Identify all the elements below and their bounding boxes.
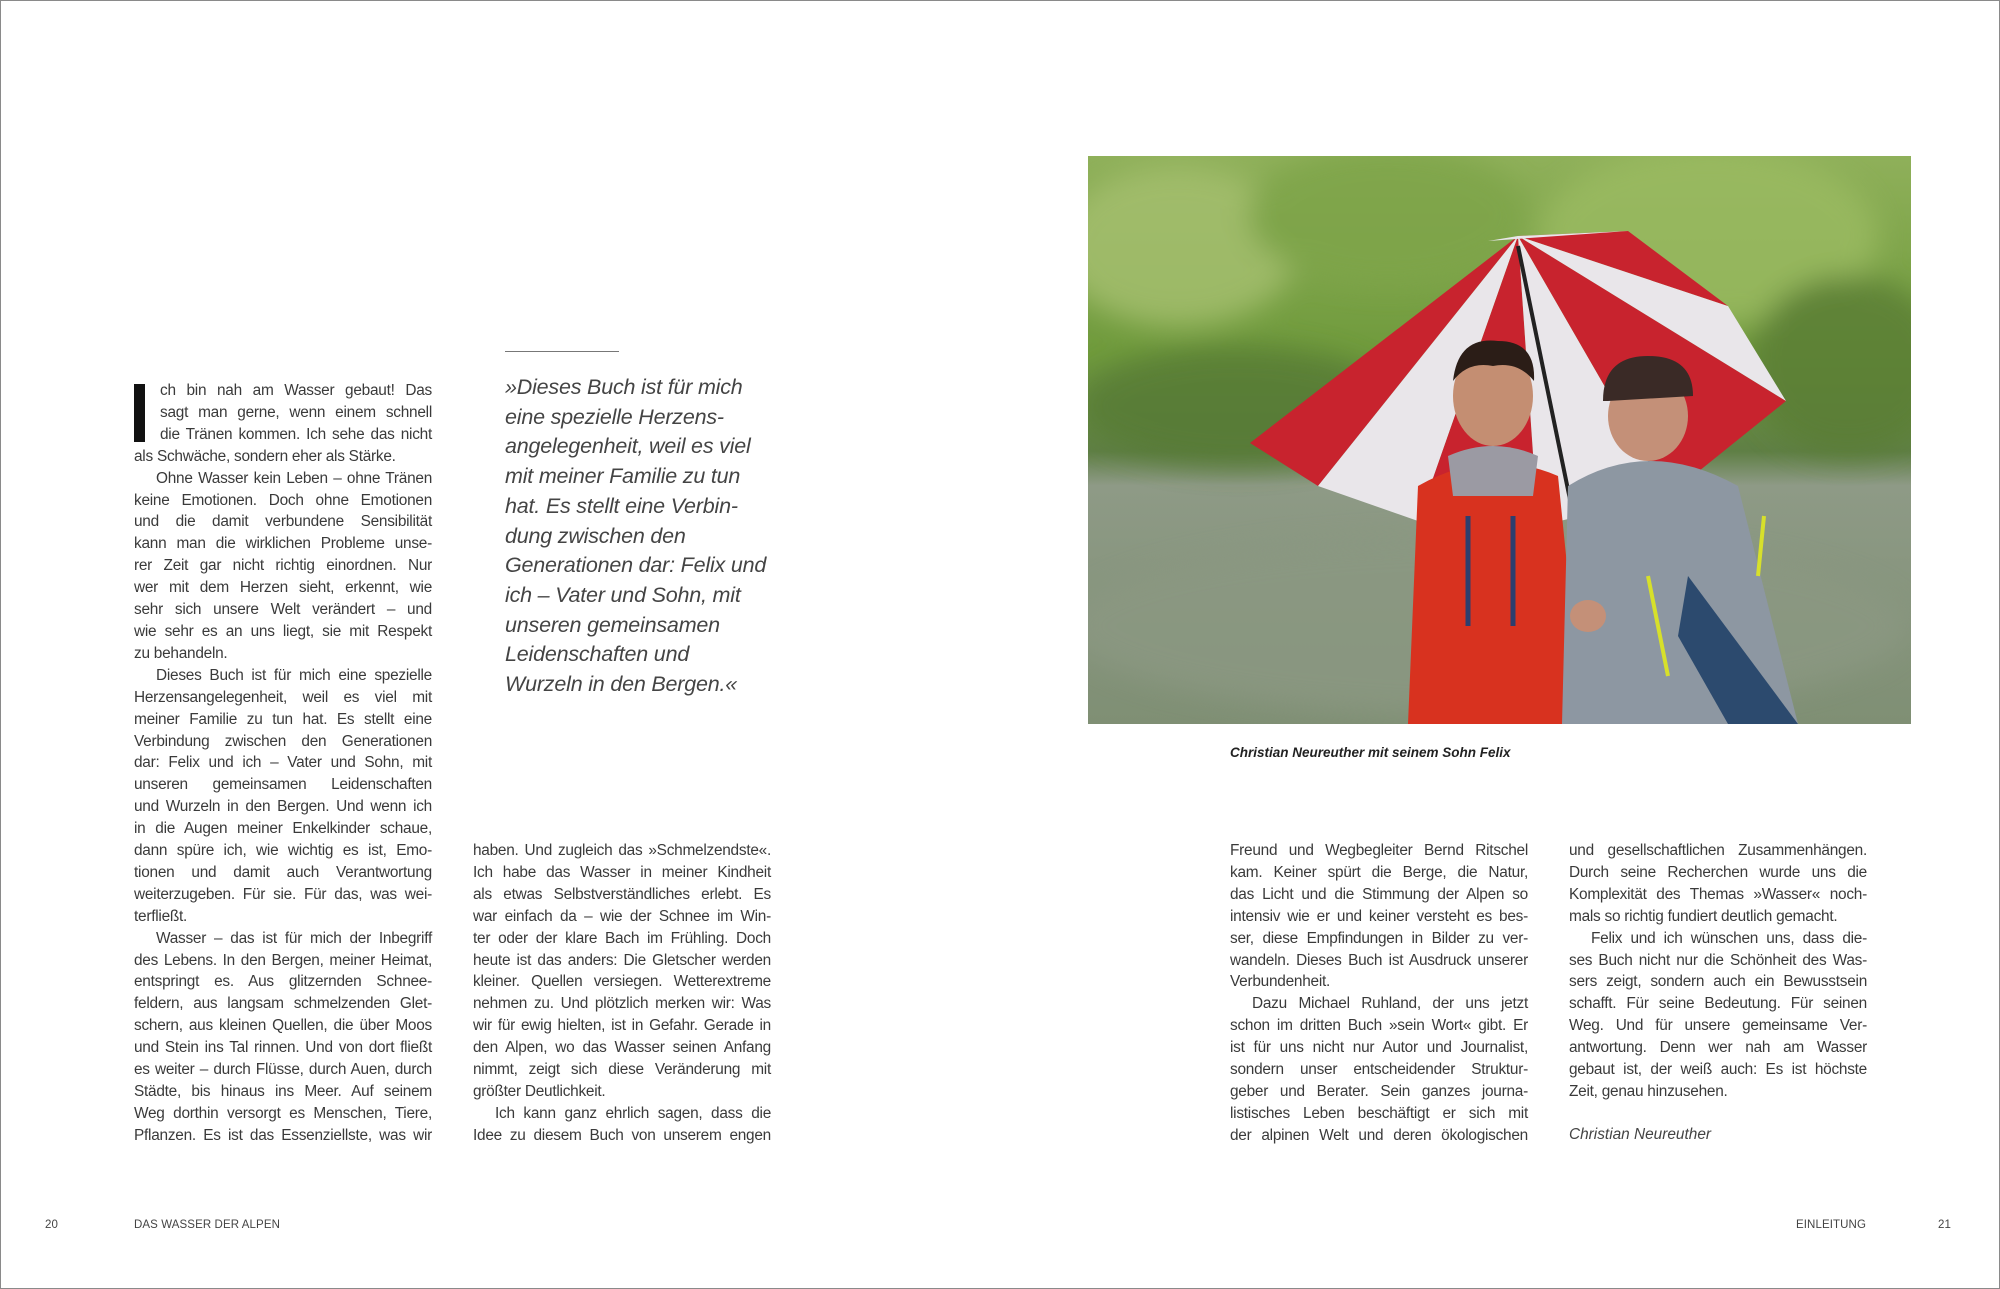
text-line: Dazu Michael Ruhland, der uns jetzt <box>1252 995 1528 1013</box>
text-line: sondern unser entscheidender Struktur- <box>1230 1061 1528 1079</box>
text-line: ser, diese Empfindungen in Bilder zu ver- <box>1230 929 1528 947</box>
text-line: sers zeigt, sondern auch ein Bewusstsein <box>1569 973 1867 991</box>
pull-quote-line: eine spezielle Herzens- <box>505 404 724 429</box>
pull-quote-line: Leidenschaften und <box>505 642 690 667</box>
photo-father-son-umbrella <box>1088 156 1911 724</box>
text-line: nimmt, zeigt sich diese Veränderung mit <box>473 1061 771 1079</box>
pull-quote-line: Generationen dar: Felix und <box>505 553 767 578</box>
author-signature: Christian Neureuther <box>1569 1126 1712 1143</box>
pull-quote-line: Wurzeln in den Bergen.« <box>505 672 738 697</box>
text-line: rer Zeit gar nicht richtig einordnen. Nur <box>134 557 432 575</box>
text-line: der alpinen Welt und deren ökologischen <box>1230 1126 1528 1144</box>
text-line: haben. Und zugleich das »Schmelzendste«. <box>473 842 771 859</box>
drop-cap <box>134 384 145 442</box>
text-line: war einfach da – wie der Schnee im Win- <box>473 907 771 925</box>
text-line: des Lebens. In den Bergen, meiner Heimat, <box>134 951 432 969</box>
text-line: gebaut ist, der weiß auch: Es ist höchste <box>1569 1061 1867 1079</box>
text-line: Wasser – das ist für mich der Inbegriff <box>156 929 432 947</box>
text-line: dar: Felix und ich – Vater und Sohn, mit <box>134 754 432 772</box>
text-line: geber und Berater. Sein ganzes journa- <box>1230 1082 1528 1100</box>
text-line: wer mit dem Herzen sieht, erkennt, wie <box>134 579 432 597</box>
text-line: Zeit, genau hinzusehen. <box>1569 1082 1728 1100</box>
running-head-left: DAS WASSER DER ALPEN <box>134 1219 281 1231</box>
running-head-right: EINLEITUNG <box>1795 1219 1866 1231</box>
text-line: listisches Leben beschäftigt er sich mit <box>1230 1104 1528 1122</box>
text-line: größter Deutlichkeit. <box>473 1082 606 1100</box>
text-line: Komplexität des Themas »Wasser« noch- <box>1569 885 1867 903</box>
text-line: Ohne Wasser kein Leben – ohne Tränen <box>156 469 432 487</box>
pull-quote-line: dung zwischen den <box>505 523 686 548</box>
text-line: wandeln. Dieses Buch ist Ausdruck unserer <box>1230 951 1528 969</box>
text-line: Städte, bis hinaus ins Meer. Auf seinem <box>134 1083 432 1100</box>
text-line: unseren gemeinsamen Leidenschaften <box>134 776 432 794</box>
text-line: und gesellschaftlichen Zusammenhängen. <box>1569 842 1867 859</box>
pull-quote-line: ich – Vater und Sohn, mit <box>505 582 741 607</box>
text-line: ch bin nah am Wasser gebaut! Das <box>160 382 432 399</box>
text-line: als etwas Selbstverständliches erlebt. Es <box>473 885 771 903</box>
page-number-right: 21 <box>1938 1219 1951 1231</box>
text-line: ist für uns nicht nur Autor und Journalist, <box>1230 1039 1528 1057</box>
pull-quote-line: »Dieses Buch ist für mich <box>505 375 743 399</box>
text-line: Verbindung zwischen den Generationen <box>134 732 432 750</box>
text-line: Freund und Wegbegleiter Bernd Ritschel <box>1230 842 1528 859</box>
text-line: ter oder der klare Bach im Frühling. Doch <box>473 929 771 947</box>
pull-quote-line: unseren gemeinsamen <box>505 612 720 637</box>
text-column-4 <box>1569 840 1867 1103</box>
pull-quote-line: hat. Es stellt eine Verbin- <box>505 493 738 518</box>
text-line: es weiter – durch Flüsse, durch Auen, durch <box>134 1061 432 1079</box>
text-line: schon im dritten Buch »sein Wort« gibt. Er <box>1230 1017 1528 1035</box>
text-line: kleiner. Quellen versiegen. Wetterextreme <box>473 973 771 991</box>
text-line: wir für ewig hielten, ist in Gefahr. Gerade in <box>473 1017 771 1035</box>
text-column-3 <box>1230 840 1528 1147</box>
text-line: Ich kann ganz ehrlich sagen, dass die <box>495 1104 771 1122</box>
text-line: entspringt es. Aus glitzernden Schnee- <box>134 973 432 991</box>
text-line: kann man die wirklichen Probleme unse- <box>134 535 432 553</box>
pull-quote-rule <box>505 351 619 352</box>
text-line: und die damit verbundene Sensibilität <box>134 513 432 531</box>
text-line: heute ist das anders: Die Gletscher werden <box>473 951 771 969</box>
text-line: keine Emotionen. Doch ohne Emotionen <box>134 491 432 509</box>
text-line: kam. Keiner spürt die Berge, die Natur, <box>1230 863 1528 881</box>
text-line: das Licht und die Stimmung der Alpen so <box>1230 885 1528 903</box>
text-line: ses Buch nicht nur die Schönheit des Was- <box>1569 951 1867 969</box>
text-line: dann spüre ich, wie wichtig es ist, Emo- <box>134 842 432 860</box>
text-line: den Alpen, wo das Wasser seinen Anfang <box>473 1039 771 1057</box>
text-line: antwortung. Denn wer nah am Wasser <box>1569 1039 1867 1057</box>
text-line: weiterzugeben. Für sie. Für das, was wei- <box>134 885 432 903</box>
text-line: mals so richtig fundiert deutlich gemacht. <box>1569 907 1838 925</box>
text-line: und Stein ins Tal rinnen. Und von dort fließt <box>134 1039 432 1057</box>
pull-quote-line: mit meiner Familie zu tun <box>505 464 741 489</box>
text-line: und Wurzeln in den Bergen. Und wenn ich <box>134 798 432 816</box>
text-line: die Tränen kommen. Ich sehe das nicht <box>160 425 432 443</box>
text-line: in die Augen meiner Enkelkinder schaue, <box>134 820 432 838</box>
text-line: Durch seine Recherchen wurde uns die <box>1569 863 1867 881</box>
text-line: intensiv wie er und keiner versteht es bes- <box>1230 907 1528 925</box>
text-column-1 <box>134 380 432 1147</box>
text-line: schafft. Für seine Bedeutung. Für seinen <box>1569 995 1867 1013</box>
text-line: tionen und damit auch Verantwortung <box>134 863 432 881</box>
text-line: Herzensangelegenheit, weil es viel mit <box>134 688 432 706</box>
text-line: sehr sich unsere Welt verändert – und <box>134 601 432 619</box>
text-line: Felix und ich wünschen uns, dass die- <box>1591 929 1867 947</box>
text-line: Dieses Buch ist für mich eine spezielle <box>156 666 432 684</box>
text-line: Verbundenheit. <box>1230 973 1331 991</box>
text-line: feldern, aus langsam schmelzenden Glet- <box>134 995 432 1013</box>
text-line: Idee zu diesem Buch von unserem engen <box>473 1126 771 1144</box>
text-line: schern, aus kleinen Quellen, die über Moos <box>134 1017 432 1035</box>
text-line: meiner Familie zu tun hat. Es stellt eine <box>134 710 432 728</box>
text-column-2 <box>473 840 771 1147</box>
text-line: sagt man gerne, wenn einem schnell <box>160 403 432 421</box>
text-line: wie sehr es an uns liegt, sie mit Respekt <box>134 622 432 640</box>
text-line: nehmen zu. Und plötzlich merken wir: Was <box>473 995 771 1013</box>
pull-quote <box>505 373 795 700</box>
text-line: Ich habe das Wasser in meiner Kindheit <box>473 863 771 881</box>
text-line: Weg dorthin versorgt es Menschen, Tiere, <box>134 1104 432 1122</box>
photo-caption: Christian Neureuther mit seinem Sohn Felix <box>1230 745 1511 760</box>
page-number-left: 20 <box>45 1219 58 1231</box>
text-line: terfließt. <box>134 907 188 925</box>
text-line: zu behandeln. <box>134 644 228 662</box>
pull-quote-line: angelegenheit, weil es viel <box>505 434 751 459</box>
text-line: als Schwäche, sondern eher als Stärke. <box>134 447 396 465</box>
text-line: Weg. Und für unsere gemeinsame Ver- <box>1569 1017 1867 1035</box>
text-line: Pflanzen. Es ist das Essenziellste, was wir <box>134 1126 432 1144</box>
